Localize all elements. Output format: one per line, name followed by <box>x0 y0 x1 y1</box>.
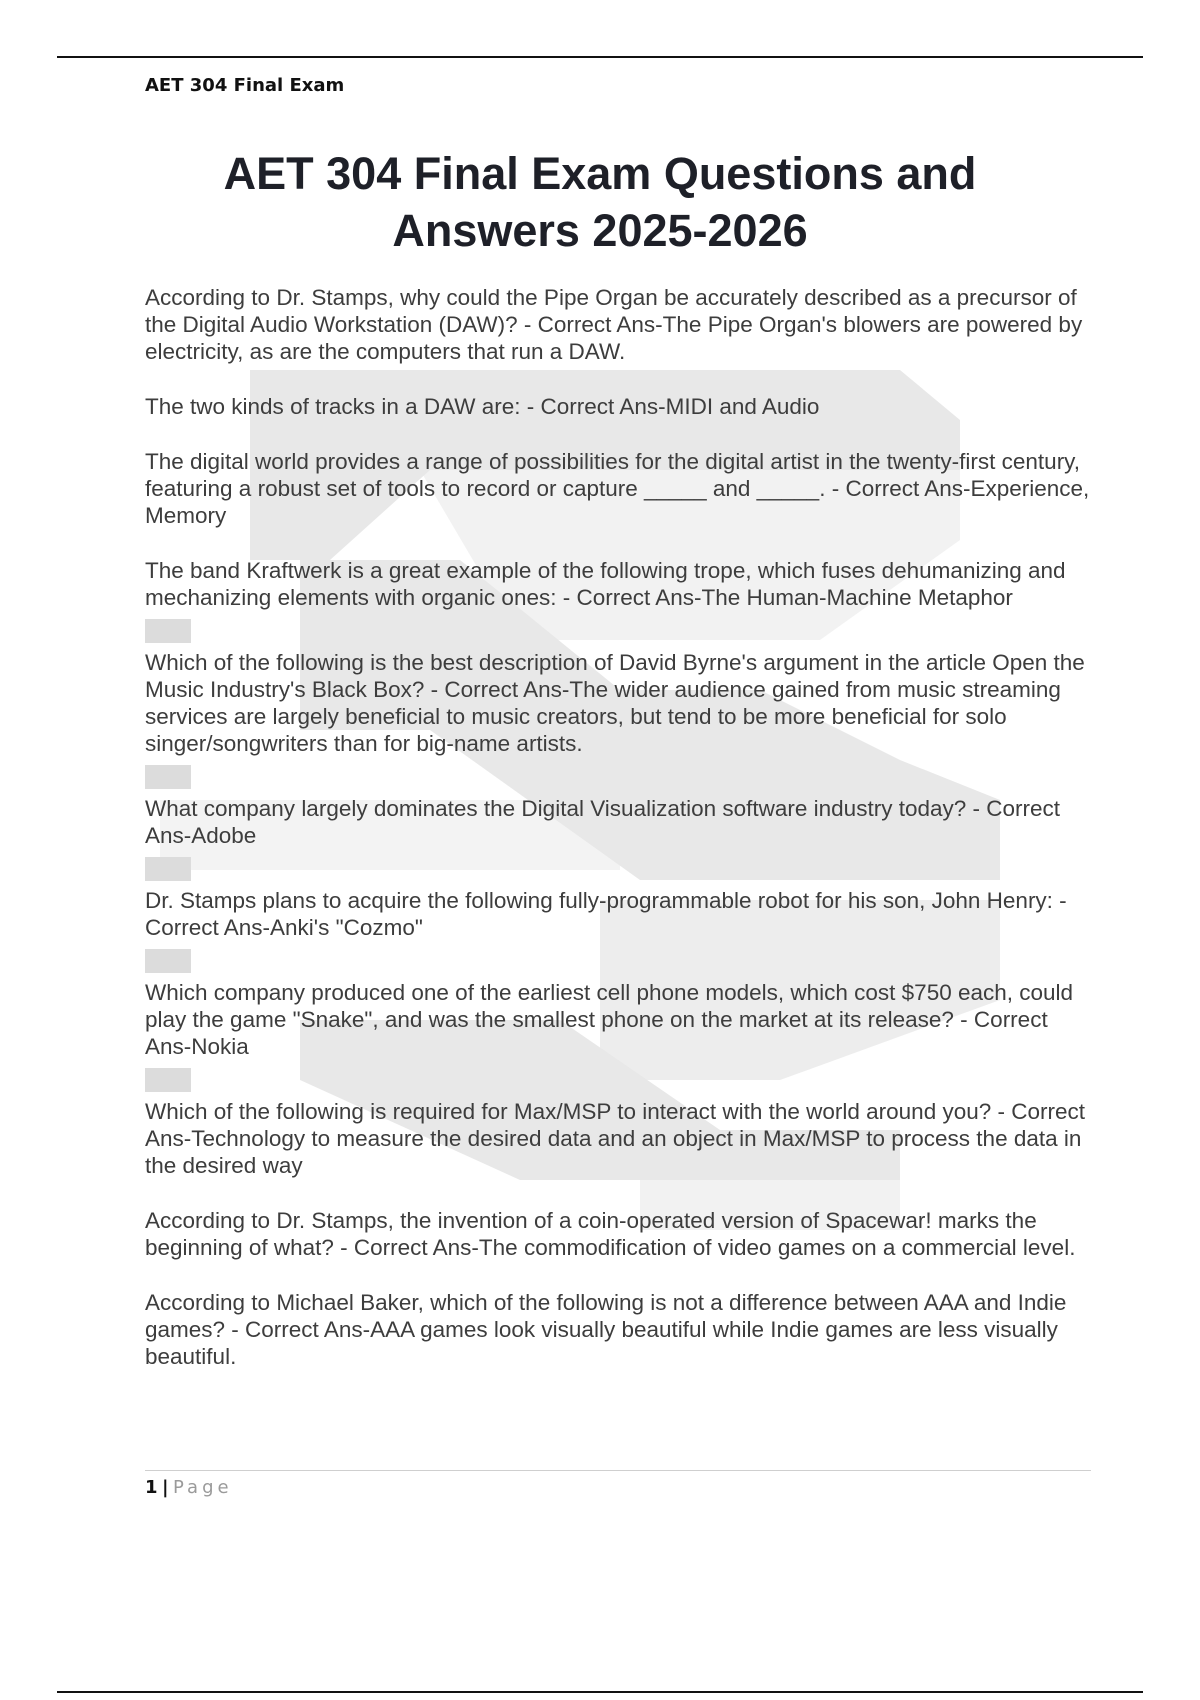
page-footer <box>145 1470 1091 1498</box>
blank-marker <box>145 1068 191 1092</box>
qa-item-6: What company largely dominates the Digital Visualization software industry today? - Correct Ans-Adobe <box>145 796 1061 848</box>
page-separator: | <box>161 1477 169 1498</box>
qa-item-9: Which of the following is required for Max/MSP to interact with the world around you? - Correct Ans-Technology to measure the desired data and an object in Max/MSP to process the data in the desired way <box>145 1099 1086 1178</box>
qa-item-10: According to Dr. Stamps, the invention of a coin-operated version of Spacewar! marks the beginning of what? - Correct Ans-The commodification of video games on a commercial level. <box>145 1208 1076 1260</box>
qa-item-7: Dr. Stamps plans to acquire the following fully-programmable robot for his son, John Henry: - Correct Ans-Anki's "Cozmo" <box>145 888 1067 940</box>
title-line-1: AET 304 Final Exam Questions and <box>223 148 977 199</box>
running-header: AET 304 Final Exam <box>145 75 345 96</box>
qa-item-11: According to Michael Baker, which of the following is not a difference between AAA and Indie games? - Correct Ans-AAA games look visually beautiful while Indie games are less visually beautiful. <box>145 1290 1067 1369</box>
page-number: 1 <box>145 1477 158 1498</box>
blank-marker <box>145 857 191 881</box>
qa-list <box>145 284 1095 1398</box>
qa-item-4: The band Kraftwerk is a great example of the following trope, which fuses dehumanizing and mechanizing elements with organic ones: - Correct Ans-The Human-Machine Metaphor <box>145 558 1066 610</box>
qa-item-3: The digital world provides a range of possibilities for the digital artist in the twenty-first century, featuring a robust set of tools to record or capture _____ and _____. - Correct Ans-Experience, Memory <box>145 449 1090 528</box>
blank-marker <box>145 765 191 789</box>
title-line-2: Answers 2025-2026 <box>392 205 808 256</box>
document-title <box>140 145 1060 259</box>
qa-item-5: Which of the following is the best description of David Byrne's argument in the article Open the Music Industry's Black Box? - Correct Ans-The wider audience gained from music streaming services are largely beneficial to music creators, but tend to be more beneficial for solo singer/songwriters than for big-name artists. <box>145 650 1085 756</box>
qa-item-2: The two kinds of tracks in a DAW are: - Correct Ans-MIDI and Audio <box>145 394 820 419</box>
blank-marker <box>145 949 191 973</box>
blank-marker <box>145 619 191 643</box>
qa-item-8: Which company produced one of the earliest cell phone models, which cost $750 each, could play the game "Snake", and was the smallest phone on the market at its release? - Correct Ans-Nokia <box>145 980 1074 1059</box>
page-label: Page <box>173 1477 233 1498</box>
qa-item-1: According to Dr. Stamps, why could the Pipe Organ be accurately described as a precursor of the Digital Audio Workstation (DAW)? - Correct Ans-The Pipe Organ's blowers are powered by electricity, as are the computers that run a DAW. <box>145 285 1083 364</box>
footer-rule <box>57 1691 1143 1693</box>
